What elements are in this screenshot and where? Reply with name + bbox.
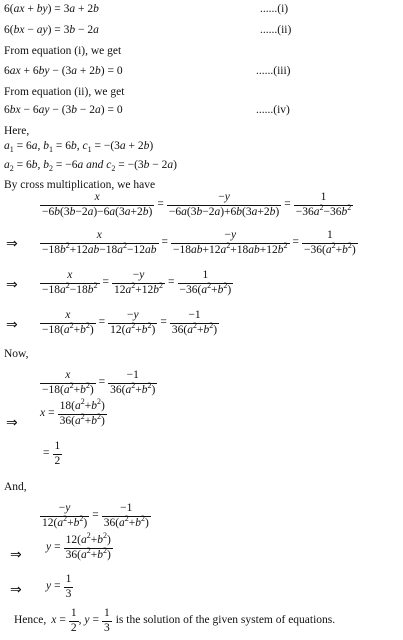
x-solve: x = $\frac{18(a^2+b^2)}{36(a^2+b^2)}$ — [40, 397, 105, 427]
conclusion-text: is the solution of the given system of equations. — [115, 614, 336, 627]
x-ratio: $\frac{x}{-18(a^2+b^2)}$ = $\frac{-1}{36(a^2+b^2)}$ — [42, 369, 156, 396]
equation-2: 6(bx − ay) = 3b − 2a — [4, 24, 99, 36]
now-text: Now, — [4, 348, 29, 360]
conclusion: Hence, x = $\frac{1}{2}$ , y = $\frac{1}{3}$ is the solution of the given system of equations. — [14, 607, 336, 634]
cross-step-3: $\frac{x}{-18a^2-18b^2}$ = $\frac{-y}{12a^2+12b^2}$ = $\frac{1}{-36(a^2+b^2)}$ — [42, 269, 232, 296]
equation-1-tag: ......(i) — [260, 3, 289, 15]
hence-text: Hence, — [14, 614, 47, 627]
implies-arrow-2: ⇒ — [6, 277, 18, 293]
cross-step-1: $\frac{x}{-6b(3b-2a)-6a(3a+2b)}$ = $\frac{-y}{-6a(3b-2a)+6b(3a+2b)}$ = $\frac{1}{-36a^2-36b^2}$ — [42, 191, 352, 218]
equation-4: 6bx − 6ay − (3b − 2a) = 0 — [4, 104, 123, 116]
y-ratio: $\frac{-y}{12(a^2+b^2)}$ = $\frac{-1}{36(a^2+b^2)}$ — [42, 502, 149, 529]
coefficients-1: $a_1 = 6a$, $b_1 = 6b$, $c_1 = -(3a + 2b)$ — [4, 140, 154, 154]
cross-step-2: $\frac{x}{-18b^2+12ab-18a^2-12ab}$ = $\frac{-y}{-18ab+12a^2+18ab+12b^2}$ = $\frac{1}{-36(a^2+b^2)}$ — [42, 229, 356, 256]
x-value: = $\frac{1}{2}$ — [43, 440, 61, 467]
equation-2-tag: ......(ii) — [260, 24, 292, 36]
equation-3: 6ax + 6by − (3a + 2b) = 0 — [4, 65, 123, 77]
implies-arrow-1: ⇒ — [6, 236, 18, 252]
implies-arrow-4: ⇒ — [6, 415, 18, 431]
from-equation-i-text: From equation (i), we get — [4, 45, 122, 57]
and-text: And, — [4, 481, 27, 493]
here-text: Here, — [4, 125, 30, 137]
implies-arrow-5: ⇒ — [10, 547, 22, 563]
y-value: y = $\frac{1}{3}$ — [46, 573, 72, 600]
from-equation-ii-text: From equation (ii), we get — [4, 86, 125, 98]
y-solve: y = $\frac{12(a^2+b^2)}{36(a^2+b^2)}$ — [46, 531, 111, 561]
cross-multiplication-text: By cross multiplication, we have — [4, 179, 156, 191]
equation-4-tag: ......(iv) — [256, 104, 290, 116]
equation-1: 6(ax + by) = 3a + 2b — [4, 3, 99, 15]
cross-step-4: $\frac{x}{-18(a^2+b^2)}$ = $\frac{-y}{12(a^2+b^2)}$ = $\frac{-1}{36(a^2+b^2)}$ — [42, 309, 218, 336]
coefficients-2: $a_2 = 6b$, $b_2 = -6a$ and $c_2 = -(3b - 2a)$ — [4, 159, 177, 173]
implies-arrow-3: ⇒ — [6, 317, 18, 333]
implies-arrow-6: ⇒ — [10, 582, 22, 598]
equation-3-tag: ......(iii) — [256, 65, 291, 77]
